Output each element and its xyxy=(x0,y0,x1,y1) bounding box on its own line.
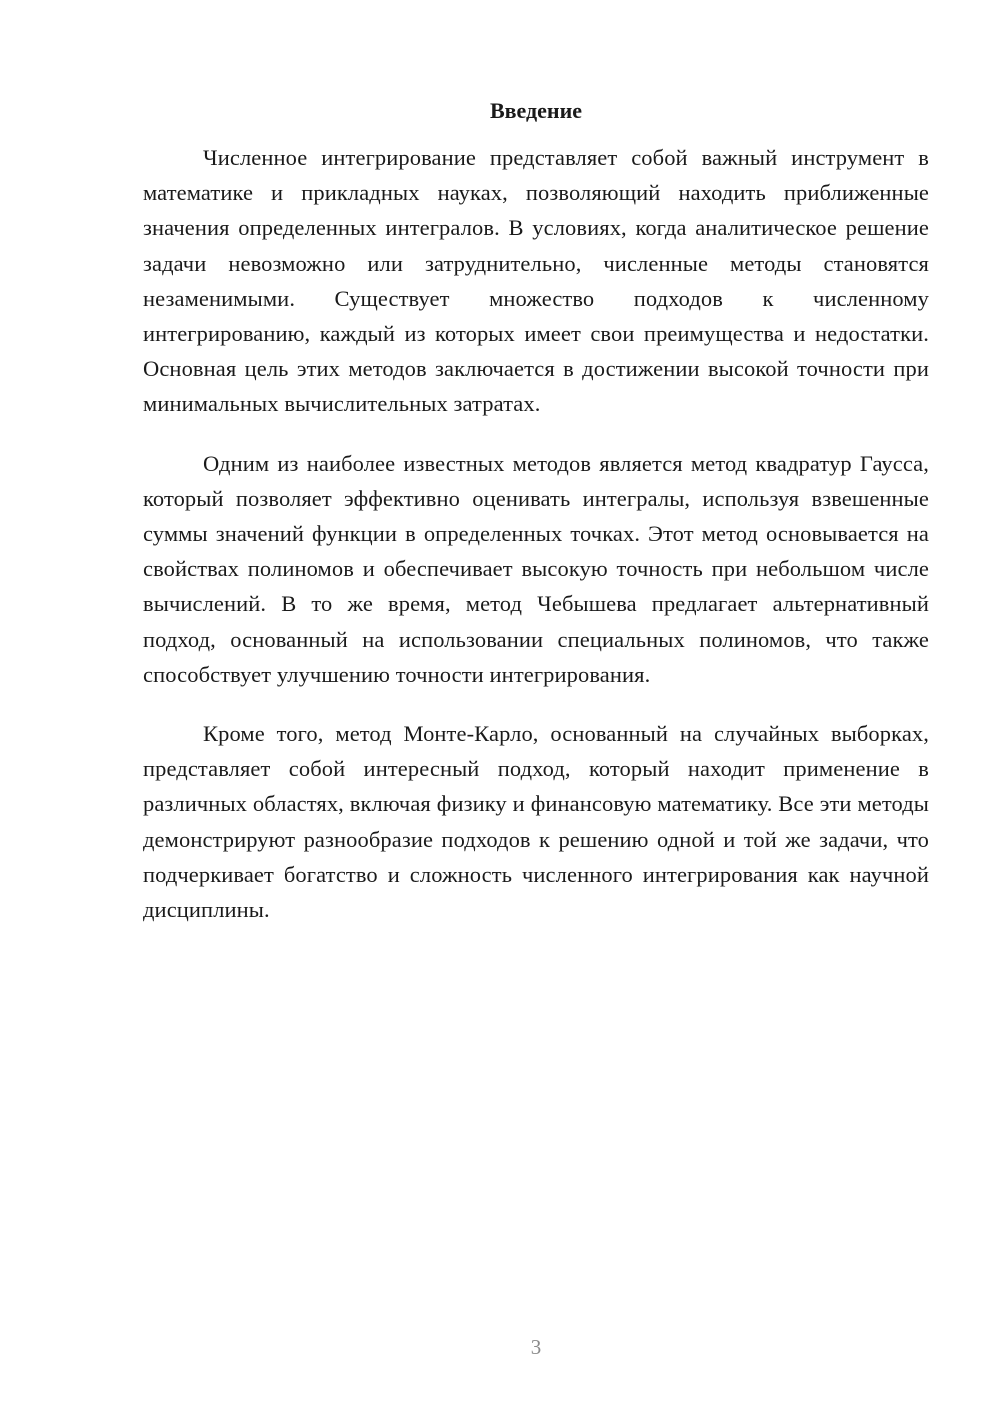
paragraph-intro: Численное интегрирование представляет собой важный инструмент в математике и прикладных науках, позволяющий находить приближенные значения определенных интегралов. В условиях, когда аналитическое решение задачи невозможно или затруднительно, численные методы становятся незаменимыми. Существует множество подходов к численному интегрированию, каждый из которых имеет свои преимущества и недостатки. Основная цель этих методов заключается в достижении высокой точности при минимальных вычислительных затратах. xyxy=(143,145,929,417)
paragraph-monte-carlo: Кроме того, метод Монте-Карло, основанный на случайных выборках, представляет собой интересный подход, который находит применение в различных областях, включая физику и финансовую математику. Все эти методы демонстрируют разнообразие подходов к решению одной и той же задачи, что подчеркивает богатство и сложность численного интегрирования как научной дисциплины. xyxy=(143,721,929,923)
paragraph-gauss-chebyshev: Одним из наиболее известных методов является метод квадратур Гаусса, который позволяет эффективно оценивать интегралы, используя взвешенные суммы значений функции в определенных точках. Этот метод основывается на свойствах полиномов и обеспечивает высокую точность при небольшом числе вычислений. В то же время, метод Чебышева предлагает альтернативный подход, основанный на использовании специальных полиномов, что также способствует улучшению точности интегрирования. xyxy=(143,450,929,687)
section-heading: Введение xyxy=(489,98,583,123)
body-text xyxy=(143,140,929,951)
page-number: 3 xyxy=(530,1335,542,1359)
